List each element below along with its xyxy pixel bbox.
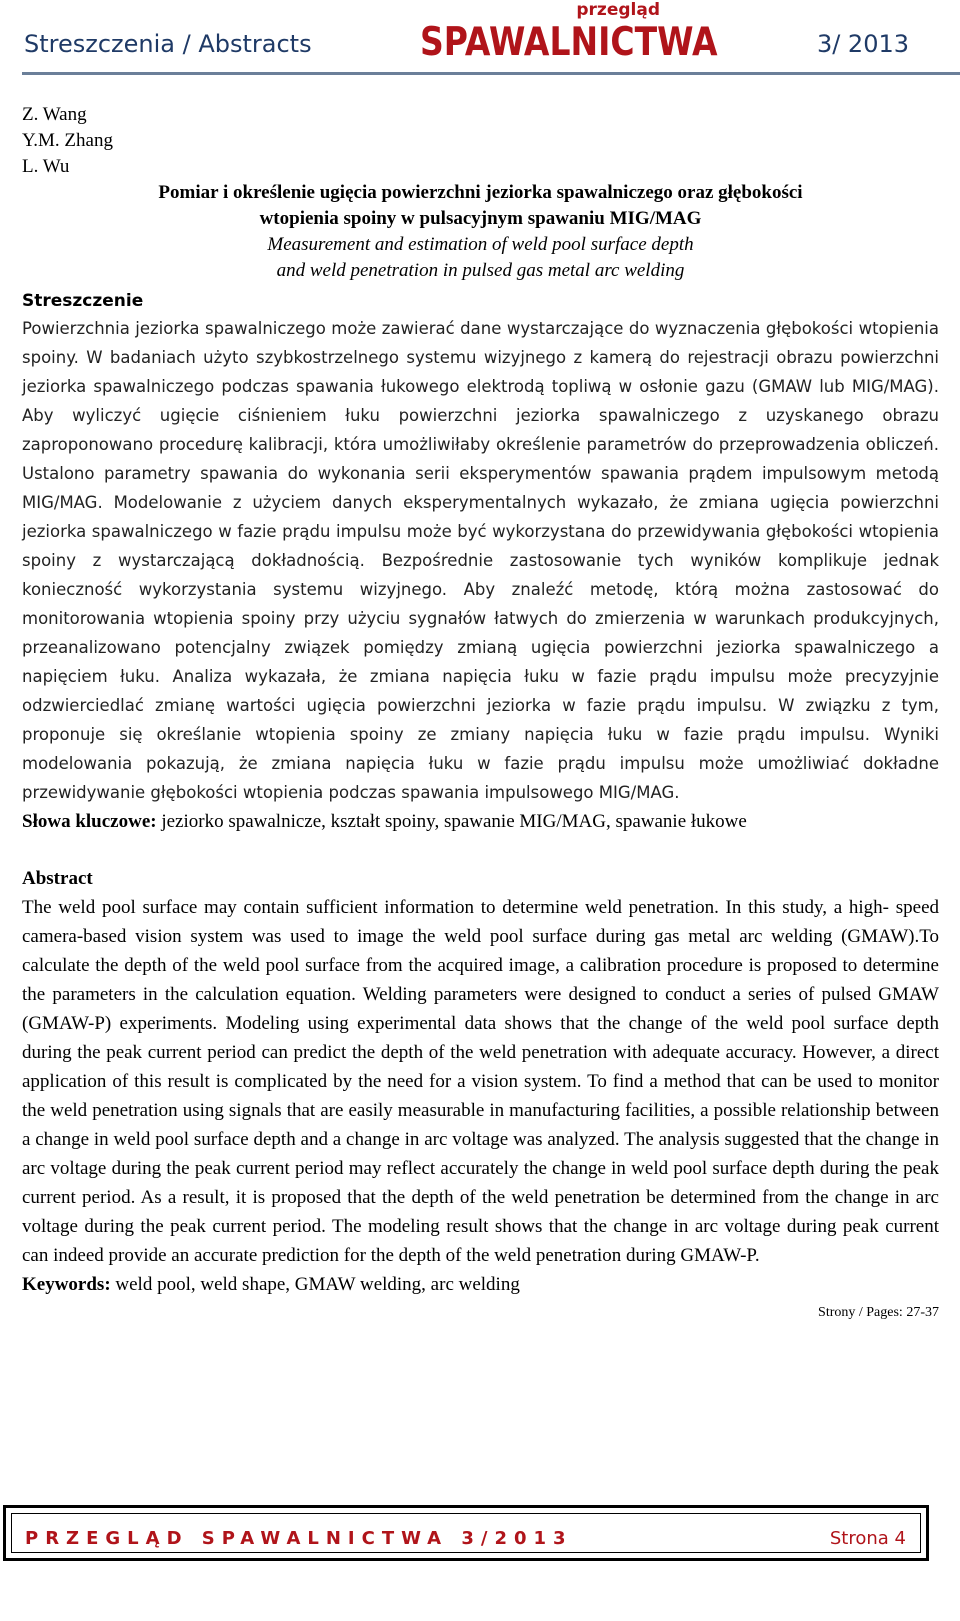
abstract-english-heading: Abstract [22, 868, 93, 889]
author-name: L. Wu [22, 156, 70, 177]
page-header [22, 0, 939, 78]
journal-logo [410, 0, 718, 65]
page-footer [3, 1505, 929, 1561]
title-polish [22, 180, 939, 232]
keywords-english-values: weld pool, weld shape, GMAW welding, arc welding [110, 1274, 520, 1295]
abstract-english-text: The weld pool surface may contain sufficient information to determine weld penetration. In this study, a high- speed camera-based vision system was used to image the weld pool surface during gas metal arc welding (GMAW).To calculate the depth of the weld pool surface from the acquired image, a calibration procedure is proposed to determine the parameters in the calculation equation. Welding parameters were designed to conduct a series of pulsed GMAW (GMAW-P) experiments. Modeling using experimental data shows that the change of the weld pool surface depth during the peak current period can predict the depth of the weld penetration with adequate accuracy. However, a direct application of this result is complicated by the need for a vision system. To find a method that can be used to monitor the weld penetration using signals that are easily measurable in manufacturing facilities, a possible relationship between a change in weld pool surface depth and a change in arc voltage was analyzed. The analysis suggested that the change in arc voltage during the peak current period may reflect accurately the change in weld pool surface depth during the peak current period. As a result, it is proposed that the depth of the weld penetration be determined from the change in arc voltage during the peak current period. The modeling result shows that the change in arc voltage during peak current can indeed provide an accurate prediction for the depth of the weld penetration during GMAW-P. [22, 897, 939, 1266]
keywords-polish [22, 807, 939, 836]
keywords-polish-values: jeziorko spawalnicze, kształt spoiny, spawanie MIG/MAG, spawanie łukowe [156, 811, 747, 832]
article-body [22, 102, 939, 1323]
keywords-english-label: Keywords: [22, 1274, 111, 1295]
title-english-line: and weld penetration in pulsed gas metal arc welding [276, 260, 685, 281]
page-range: Strony / Pages: 27-37 [818, 1305, 939, 1320]
abstract-polish-text: Powierzchnia jeziorka spawalniczego może zawierać dane wystarczające do wyznaczenia głębokości wtopienia spoiny. W badaniach użyto szybkostrzelnego systemu wizyjnego z kamerą do rejestracji obrazu powierzchni jeziorka spawalniczego podczas spawania łukowego elektrodą topliwą w osłonie gazu (GMAW lub MIG/MAG). Aby wyliczyć ugięcie ciśnieniem łuku powierzchni jeziorka spawalniczego z uzyskanego obrazu zaproponowano procedurę kalibracji, która umożliwiłaby określenie parametrów do przeprowadzenia obliczeń. Ustalono parametry spawania do wykonania serii eksperymentów spawania prądem impulsowym metodą MIG/MAG. Modelowanie z użyciem danych eksperymentalnych wykazało, że zmiana ugięcia powierzchni jeziorka spawalniczego w fazie prądu impulsu może być wykorzystana do przewidywania głębokości wtopienia spoiny z wystarczającą dokładnością. Bezpośrednie zastosowanie tych wyników komplikuje jednak konieczność wykorzystania systemu wizyjnego. Aby znaleźć metodę, którą można zastosować do monitorowania wtopienia spoiny przy użyciu sygnałów łatwych do zmierzenia w warunkach produkcyjnych, przeanalizowano potencjalny związek pomiędzy zmianą ugięcia powierzchni jeziorka spawalniczego a napięciem łuku. Analiza wykazała, że zmiana napięcia łuku w fazie prądu impulsu może precyzyjnie odzwierciedlać zmianę wartości ugięcia powierzchni jeziorka w fazie prądu impulsu. W związku z tym, proponuje się określanie wtopienia spoiny ze zmiany napięcia łuku w fazie prądu impulsu. Wyniki modelowania pokazują, że zmiana napięcia łuku w fazie prądu impulsu może umożliwiać dokładne przewidywanie głębokości wtopienia podczas spawania impulsowego MIG/MAG. [22, 319, 939, 802]
keywords-english [22, 1270, 939, 1299]
logo-big-text: SPAWALNICTWA [420, 18, 718, 65]
footer-page-number: Strona 4 [829, 1528, 906, 1549]
section-title: Streszczenia / Abstracts [24, 30, 312, 58]
title-polish-line: Pomiar i określenie ugięcia powierzchni jeziorka spawalniczego oraz głębokości [158, 182, 803, 203]
keywords-polish-label: Słowa kluczowe: [22, 811, 157, 832]
title-english [22, 232, 939, 284]
issue-number: 3/ 2013 [816, 30, 909, 58]
logo-small-text: przegląd [576, 0, 660, 20]
abstract-polish-heading: Streszczenie [22, 291, 144, 311]
title-english-line: Measurement and estimation of weld pool surface depth [267, 234, 694, 255]
header-divider [22, 72, 960, 75]
title-polish-line: wtopienia spoiny w pulsacyjnym spawaniu MIG/MAG [259, 208, 702, 229]
author-name: Y.M. Zhang [22, 130, 113, 151]
footer-inner-frame [11, 1513, 921, 1553]
author-name: Z. Wang [22, 104, 87, 125]
footer-journal: PRZEGLĄD SPAWALNICTWA 3/2013 [25, 1528, 573, 1549]
